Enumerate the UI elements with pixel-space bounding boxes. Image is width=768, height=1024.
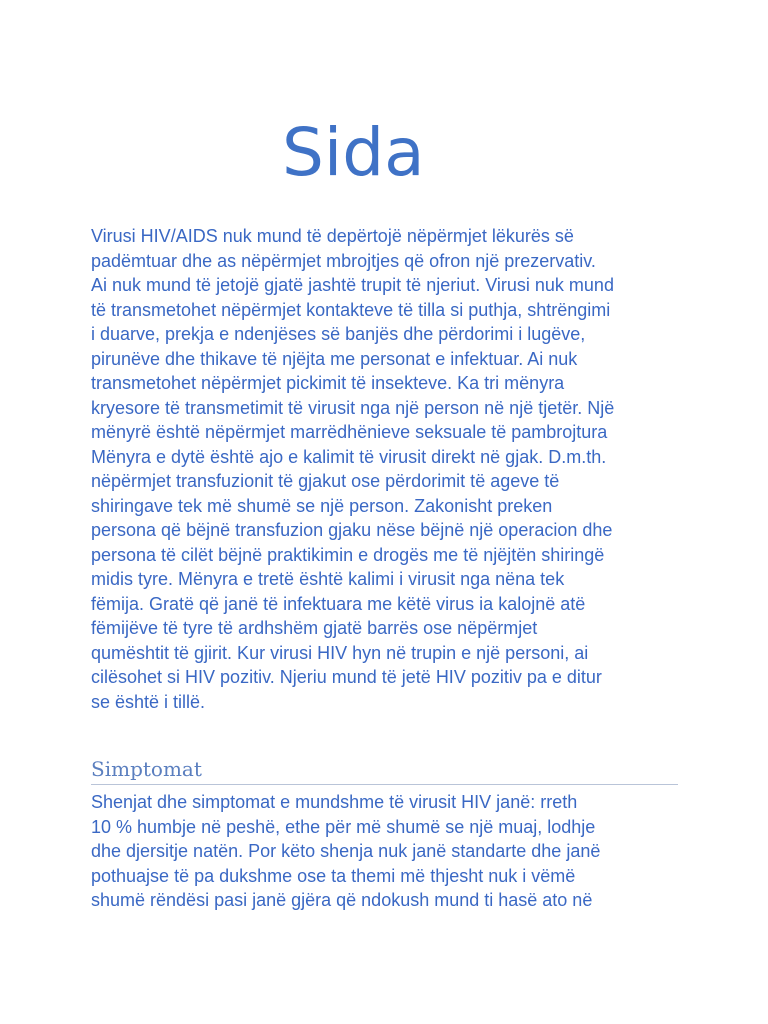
document-title: Sida [282,114,425,191]
paragraph-line: fëmijëve të tyre të ardhshëm gjatë barrës ose nëpërmjet [91,618,538,638]
paragraph-line: Mënyra e dytë është ajo e kalimit të virusit direkt në gjak. D.m.th. [91,446,607,467]
paragraph-line: fëmija. Gratë që janë të infektuara me këtë virus ia kalojnë atë [91,593,586,614]
paragraph-line: qumështit të gjirit. Kur virusi HIV hyn në trupin e një personi, ai [91,642,589,663]
paragraph-line: transmetohet nëpërmjet pickimit të insekteve. Ka tri mënyra [91,373,565,393]
paragraph-line: persona që bëjnë transfuzion gjaku nëse bëjnë një operacion dhe [91,520,613,540]
paragraph-line: cilësohet si HIV pozitiv. Njeriu mund të jetë HIV pozitiv pa e ditur [91,667,602,687]
paragraph-line: kryesore të transmetimit të virusit nga një person në një tjetër. Një [91,397,615,418]
paragraph-line: dhe djersitje natën. Por këto shenja nuk janë standarte dhe janë [91,841,601,861]
paragraph-line: shumë rëndësi pasi janë gjëra që ndokush mund ti hasë ato në [91,890,593,910]
paragraph-line: Shenjat dhe simptomat e mundshme të virusit HIV janë: rreth [91,792,578,812]
paragraph-line: 10 % humbje në peshë, ethe për më shumë se një muaj, lodhje [91,816,596,837]
paragraph-line: Ai nuk mund të jetojë gjatë jashtë trupit të njeriut. Virusi nuk mund [91,275,614,295]
intro-paragraph [91,224,691,714]
paragraph-line: padëmtuar dhe as nëpërmjet mbrojtjes që ofron një prezervativ. [91,250,596,271]
paragraph-line: se është i tillë. [91,691,206,712]
paragraph-line: Virusi HIV/AIDS nuk mund të depërtojë nëpërmjet lëkurës së [91,226,574,246]
paragraph-line: mënyrë është nëpërmjet marrëdhënieve seksuale të pambrojtura [91,422,608,442]
paragraph-line: persona të cilët bëjnë praktikimin e drogës me të njëjtën shiringë [91,544,605,565]
paragraph-line: i duarve, prekja e ndenjëses së banjës dhe përdorimi i lugëve, [91,324,586,344]
paragraph-line: pothuajse të pa dukshme ose ta themi më thjesht nuk i vëmë [91,865,576,886]
paragraph-line: nëpërmjet transfuzionit të gjakut ose përdorimit të ageve të [91,471,560,491]
symptoms-paragraph [91,790,691,913]
paragraph-line: të transmetohet nëpërmjet kontakteve të tilla si puthja, shtrëngimi [91,299,611,320]
paragraph-line: midis tyre. Mënyra e tretë është kalimi i virusit nga nëna tek [91,569,565,589]
section-heading-symptoms: Simptomat [91,754,678,785]
paragraph-line: shiringave tek më shumë se një person. Zakonisht preken [91,495,553,516]
paragraph-line: pirunëve dhe thikave të njëjta me personat e infektuar. Ai nuk [91,348,578,369]
